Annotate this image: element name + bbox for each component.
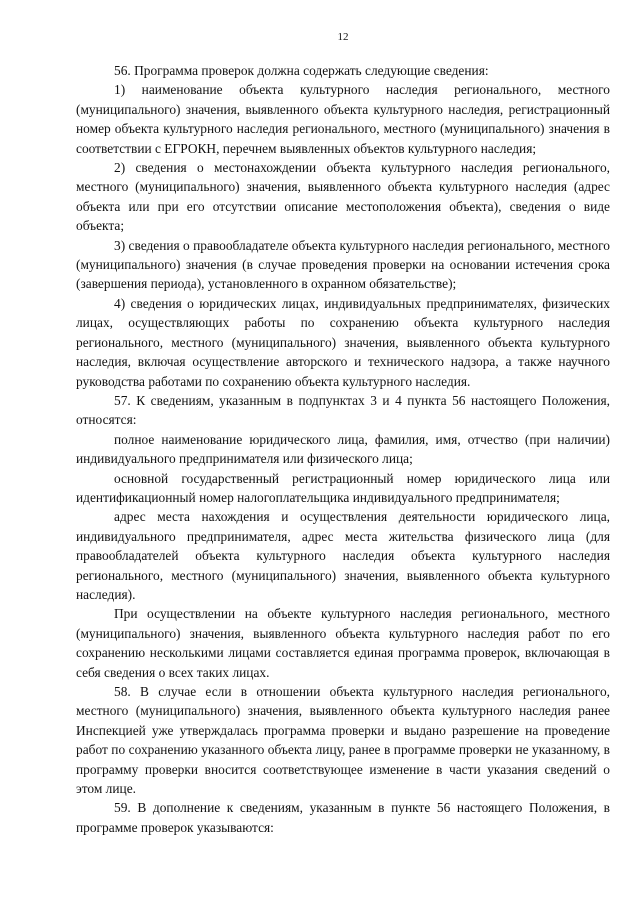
paragraph-57-multiple-persons: При осуществлении на объекте культурного наследия регионального, местного (муниципального) значения, выявленного объекта культурного наследия работ по его сохранению несколькими лицами составляется единая программа проверок, включающая в себя сведения о всех таких лицах. xyxy=(76,606,610,680)
paragraph-57-item-registration-number: основной государственный регистрационный номер юридического лица или идентификационный номер налогоплательщика индивидуального предпринимателя; xyxy=(76,470,610,505)
paragraph-59: 59. В дополнение к сведениям, указанным в пункте 56 настоящего Положения, в программе проверок указываются: xyxy=(76,800,610,835)
paragraph-56-item-2: 2) сведения о местонахождении объекта культурного наследия регионального, местного (муниципального) значения, выявленного объекта культурного наследия (адрес объекта или при его отсутствии описание местоположения объекта), сведения о виде объекта; xyxy=(76,160,610,234)
paragraph-56-item-1: 1) наименование объекта культурного наследия регионального, местного (муниципального) значения, выявленного объекта культурного наследия, регистрационный номер объекта культурного наследия регионального, местного (муниципального) значения в соответствии с ЕГРОКН, перечнем выявленных объектов культурного наследия; xyxy=(76,82,610,156)
paragraph-57-item-name: полное наименование юридического лица, фамилия, имя, отчество (при наличии) индивидуального предпринимателя или физического лица; xyxy=(76,431,610,467)
paragraph-56: 56. Программа проверок должна содержать следующие сведения: xyxy=(114,63,489,78)
paragraph-56-item-4: 4) сведения о юридических лицах, индивидуальных предпринимателях, физических лицах, осуществляющих работы по сохранению объекта культурного наследия регионального, местного (муниципального) значения, выявленного объекта культурного наследия, включая осуществление авторского и технического надзора, а также научного руководства работами по сохранению объекта культурного наследия. xyxy=(76,295,610,389)
page-number: 12 xyxy=(337,31,349,43)
paragraph-56-item-3: 3) сведения о правообладателе объекта культурного наследия регионального, местного (муниципального) значения (в случае проведения проверки на основании истечения срока (завершения периода), установленного в охранном обязательстве); xyxy=(76,237,610,292)
document-page xyxy=(76,30,610,837)
paragraph-57: 57. К сведениям, указанным в подпунктах 3 и 4 пункта 56 настоящего Положения, относятся: xyxy=(76,392,610,428)
paragraph-57-item-address: адрес места нахождения и осуществления деятельности юридического лица, индивидуального предпринимателя, адрес места жительства физического лица (для правообладателей объекта культурного наследия объекта культурного наследия регионального, местного (муниципального) значения, выявленного объекта культурного наследия). xyxy=(76,509,610,602)
paragraph-58: 58. В случае если в отношении объекта культурного наследия регионального, местного (муниципального) значения, выявленного объекта культурного наследия ранее Инспекцией уже утверждалась программа проверки и выдано разрешение на проведение работ по сохранению указанного объекта лицу, ранее в программе проверки не указанному, в программу проверки вносится соответствующее изменение в части указания сведений о этом лице. xyxy=(76,684,610,797)
